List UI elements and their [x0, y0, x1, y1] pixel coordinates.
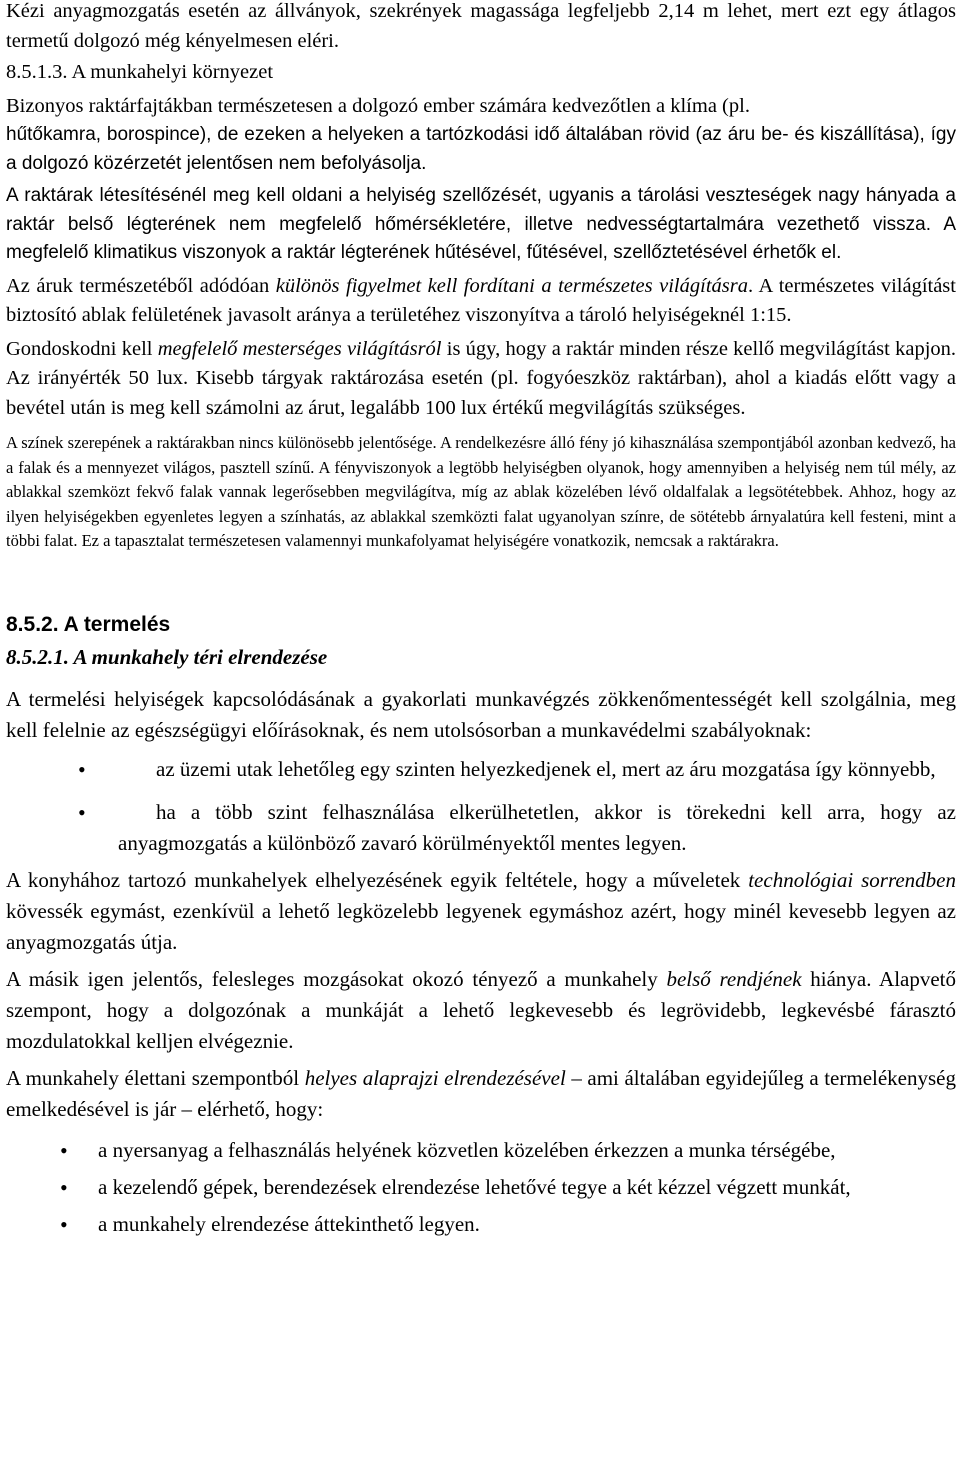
- paragraph-climate-continued: [6, 121, 956, 178]
- paragraph-text: A színek szerepének a raktárakban nincs különösebb jelentősége. A rendelkezésre álló fény jó kihasználása szempontjából azonban kedvező, ha a falak és a mennyezet világos, pasztell színű. A fényviszonyok a legtöbb helyiségben olyanok, hogy amennyiben a helyiség nem túl mély, az ablakkal szemközt fekvő falak vannak legerősebben megvilágítva, míg az ablak közelében lévő oldalfalak a legsötétebbek. Ahhoz, hogy az ilyen helyiségekben egyenletes legyen a színhatás, az ablakkal szemközti falat ugyanolyan színre, de sötétebb árnyalatúra kell festeni, mint a többi falat. Ez a tapasztalat természetesen valamennyi munkafolyamat helyiségére vonatkozik, nemcsak a raktárakra.: [6, 433, 956, 550]
- list-item: [6, 797, 956, 859]
- paragraph-text: Az áruk természetéből adódóan: [6, 274, 276, 297]
- paragraph-text: is úgy, hogy a raktár minden része kellő megvilágítást kapjon. Az irányérték 50 lux. Kisebb tárgyak raktározása esetén (pl. fogyóeszköz raktárban), ahol a kiadás előtt vagy a bevétel után is meg kell számolni az árut, legalább 100 lux értékű megvilágítás szükséges.: [6, 337, 957, 419]
- list-item: [6, 754, 956, 785]
- paragraph-layout-physiology: [6, 1063, 956, 1125]
- emphasis-text: technológiai sorrendben: [748, 867, 957, 892]
- paragraph-text: kövessék egymást, ezenkívül a lehető legközelebb legyenek egymáshoz azért, hogy minél kevesebb legyen az anyagmozgatás útja.: [6, 898, 956, 954]
- paragraph-ventilation: [6, 182, 956, 268]
- paragraph-text: hiánya. Alapvető szempont, hogy a dolgozónak a munkáját a lehető legkevesebb és legrövidebb, legkevésbé fárasztó mozdulatokkal kelljen elvégeznie.: [6, 966, 957, 1053]
- paragraph-colors: [6, 431, 956, 554]
- paragraph-text: – ami általában egyidejűleg a termelékenység emelkedésével is jár – elérhető, hogy:: [6, 1065, 956, 1121]
- bullet-icon: •: [78, 799, 86, 825]
- paragraph-storage-height: [6, 0, 956, 56]
- paragraph-kitchen-workplaces: [6, 865, 956, 958]
- list-item-text-continued: az anyagmozgatás a különböző zavaró körülményektől mentes legyen.: [118, 799, 956, 855]
- list-item: [6, 1209, 956, 1240]
- paragraph-text: A raktárak létesítésénél meg kell oldani a helyiség szellőzését, ugyanis a tárolási veszteségek nagy hányada a raktár belső légterének nem megfelelő hőmérsékletére, illetve nedvességtartalmára vezethető vissza. A megfelelő klimatikus viszonyok a raktár légterének hűtésével, fűtésével, szellőztetésével érhetők el.: [6, 185, 956, 263]
- bullet-icon: •: [60, 1211, 68, 1237]
- paragraph-production-rooms: [6, 684, 956, 746]
- bullet-icon: •: [60, 1137, 68, 1163]
- paragraph-text: A termelési helyiségek kapcsolódásának a gyakorlati munkavégzés zökkenőmentességét kell szolgálnia, meg kell felelnie az egészségügyi előírásoknak, és nem utolsósorban a munkavédelmi szabályoknak:: [6, 686, 956, 742]
- paragraph-natural-lighting: [6, 272, 956, 331]
- bullet-icon: •: [60, 1174, 68, 1200]
- list-item-text: a munkahely elrendezése áttekinthető legyen.: [98, 1211, 480, 1236]
- paragraph-artificial-lighting: [6, 335, 956, 424]
- bullet-icon: •: [78, 756, 86, 782]
- paragraph-text: A másik igen jelentős, felesleges mozgásokat okozó tényező a munkahely: [6, 966, 667, 991]
- paragraph-text: Kézi anyagmozgatás esetén az állványok, szekrények magassága legfeljebb 2,14 m lehet, mert ezt egy átlagos termetű dolgozó még kényelmesen eléri.: [6, 0, 956, 52]
- list-item-text: ha a több szint felhasználása elkerülhetetlen, akkor is törekedni kell arra, hogy: [156, 799, 938, 824]
- bullet-list-layout-goals: [6, 1135, 956, 1240]
- paragraph-internal-order: [6, 964, 956, 1057]
- list-item-text-continued: így könnyebb,: [815, 756, 936, 781]
- heading-text: 8.5.2.1. A munkahely téri elrendezése: [6, 644, 328, 669]
- heading-8-5-2: [6, 610, 956, 640]
- paragraph-text: hűtőkamra, borospince), de ezeken a helyeken a tartózkodási idő általában rövid (az áru be- és kiszállítása), így a dolgozó közérzetét jelentősen nem befolyásolja.: [6, 124, 956, 174]
- heading-text: 8.5.2. A termelés: [6, 612, 171, 636]
- emphasis-text: különös figyelmet kell fordítani a természetes világításra: [275, 274, 748, 297]
- bullet-list-paths: [6, 754, 956, 859]
- paragraph-text: Gondoskodni kell: [6, 337, 158, 360]
- list-item: [6, 1172, 956, 1203]
- paragraph-text: . A természetes világítást biztosító ablak felületének javasolt aránya a területéhez viszonyítva a tároló helyiségeknél 1:15.: [6, 274, 956, 326]
- paragraph-text: A munkahely élettani szempontból: [6, 1065, 305, 1090]
- paragraph-text: A konyhához tartozó munkahelyek elhelyezésének egyik feltétele, hogy a műveletek: [6, 867, 749, 892]
- paragraph-climate: [6, 92, 956, 122]
- list-item-text: a nyersanyag a felhasználás helyének közvetlen közelében érkezzen a munka térségébe,: [98, 1137, 836, 1162]
- heading-text: 8.5.1.3. A munkahelyi környezet: [6, 61, 274, 83]
- emphasis-text: helyes alaprajzi elrendezésével: [304, 1065, 566, 1090]
- emphasis-text: megfelelő mesterséges világításról: [157, 337, 442, 360]
- paragraph-text: Bizonyos raktárfajtákban természetesen a dolgozó ember számára kedvezőtlen a klíma (pl.: [6, 94, 750, 117]
- heading-8-5-1-3: [6, 58, 956, 88]
- list-item: [6, 1135, 956, 1166]
- heading-8-5-2-1: [6, 642, 956, 672]
- emphasis-text: belső rendjének: [666, 966, 802, 991]
- list-item-text: a kezelendő gépek, berendezések elrendezése lehetővé tegye a két kézzel végzett munkát,: [98, 1174, 851, 1199]
- list-item-text: az üzemi utak lehetőleg egy szinten helyezkedjenek el, mert az áru mozgatása: [156, 756, 816, 781]
